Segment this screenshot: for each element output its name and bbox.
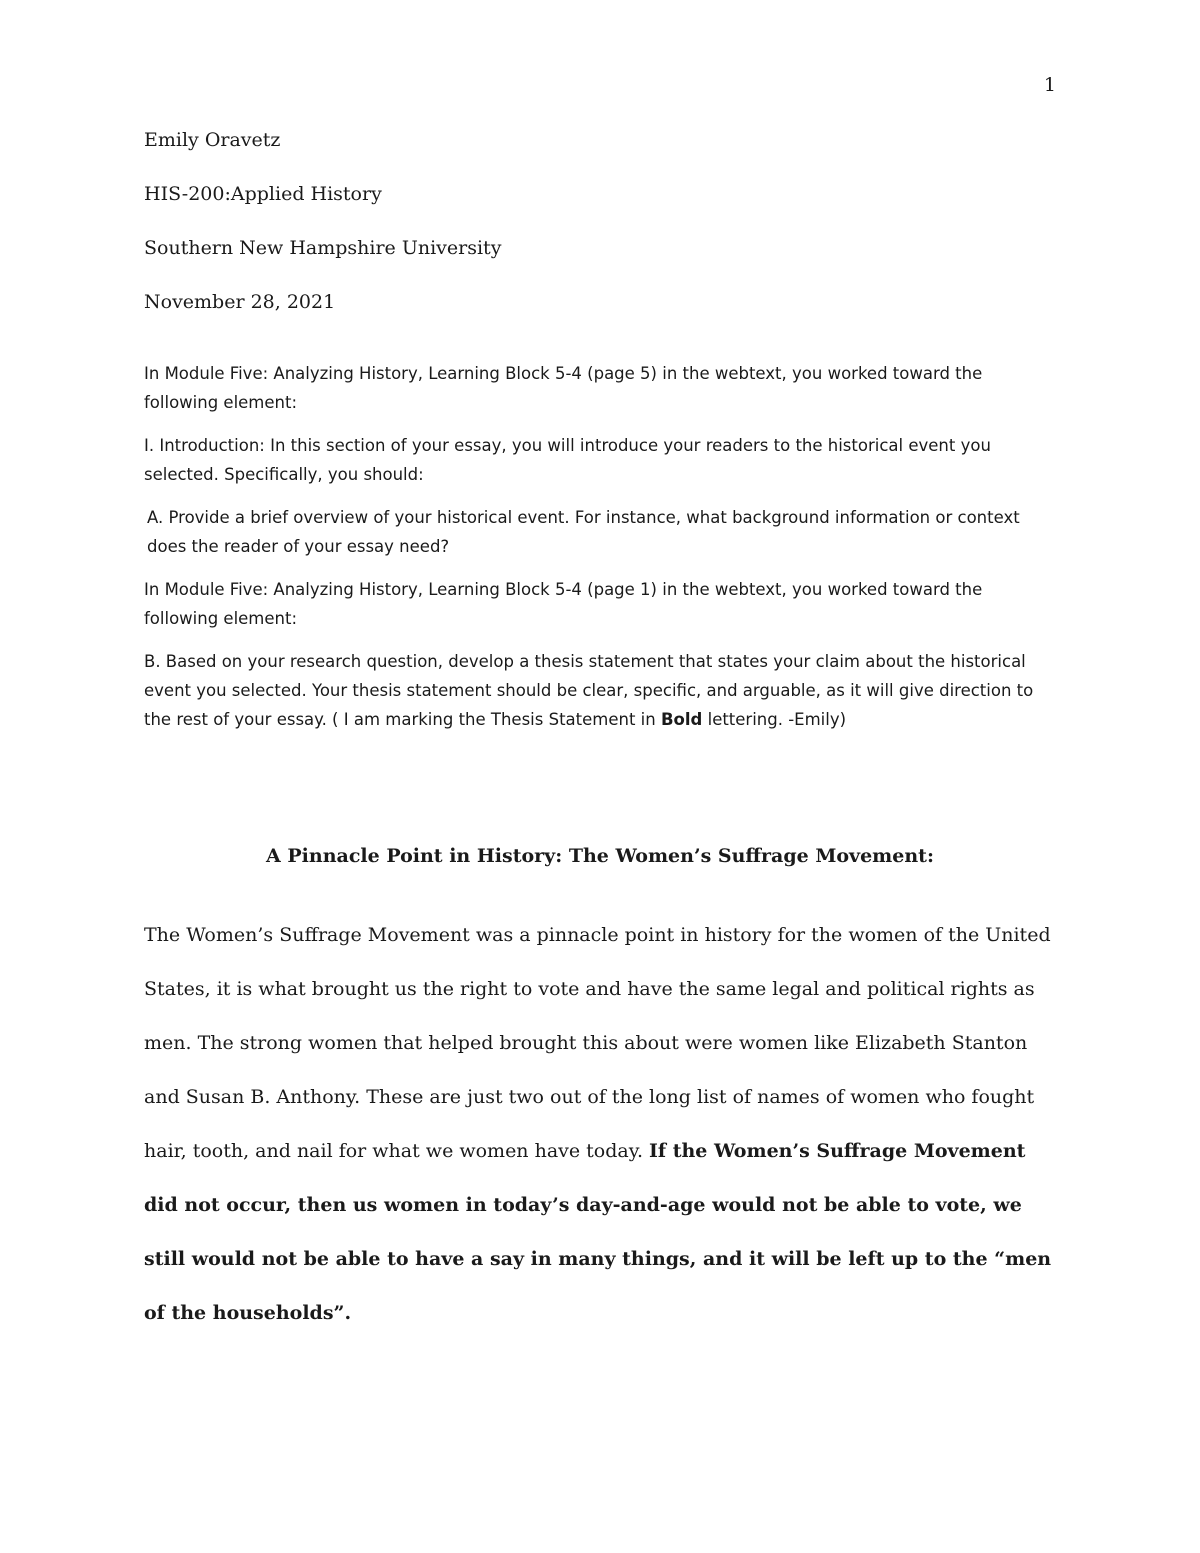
- thesis-statement: If the Women’s Suffrage Movement did not occur, then us women in today’s day-and-age would not be able to vote, we still would not be able to have a say in many things, and it will be left up to the “men of the households”.: [144, 1140, 1052, 1324]
- instruction-paragraph: I. Introduction: In this section of your essay, you will introduce your readers to the historical event you selected. Specifically, you should:: [144, 436, 991, 484]
- course-name: HIS-200:Applied History: [144, 183, 382, 205]
- instruction-paragraph: In Module Five: Analyzing History, Learning Block 5-4 (page 1) in the webtext, you worked toward the following element:: [144, 580, 983, 628]
- submission-date: November 28, 2021: [144, 291, 336, 313]
- school-name: Southern New Hampshire University: [144, 237, 502, 259]
- instruction-text: B. Based on your research question, develop a thesis statement that states your claim about the historical event you selected. Your thesis statement should be clear, specific, and arguable, as it will give direction to the rest of your essay. ( I am marking the Thesis Statement in: [144, 652, 1034, 729]
- instruction-paragraph: In Module Five: Analyzing History, Learning Block 5-4 (page 5) in the webtext, you worked toward the following element:: [144, 364, 983, 412]
- instruction-paragraph: [144, 647, 1056, 734]
- instruction-paragraph: A. Provide a brief overview of your historical event. For instance, what background information or context does the reader of your essay need?: [147, 508, 1020, 556]
- page-number: 1: [1043, 74, 1056, 96]
- assignment-instructions: [144, 359, 1056, 748]
- bold-word: Bold: [660, 710, 703, 729]
- heading-block: [144, 126, 501, 342]
- author-name: Emily Oravetz: [144, 129, 281, 151]
- essay-body-text: The Women’s Suffrage Movement was a pinnacle point in history for the women of the United States, it is what brought us the right to vote and have the same legal and political rights as men. The strong women that helped brought this about were women like Elizabeth Stanton and Susan B. Anthony. These are just two out of the long list of names of women who fought hair, tooth, and nail for what we women have today.: [144, 924, 1051, 1162]
- essay-title: A Pinnacle Point in History: The Women’s Suffrage Movement:: [266, 845, 934, 867]
- instruction-text: lettering. -Emily): [702, 710, 847, 729]
- essay-paragraph: [144, 908, 1056, 1340]
